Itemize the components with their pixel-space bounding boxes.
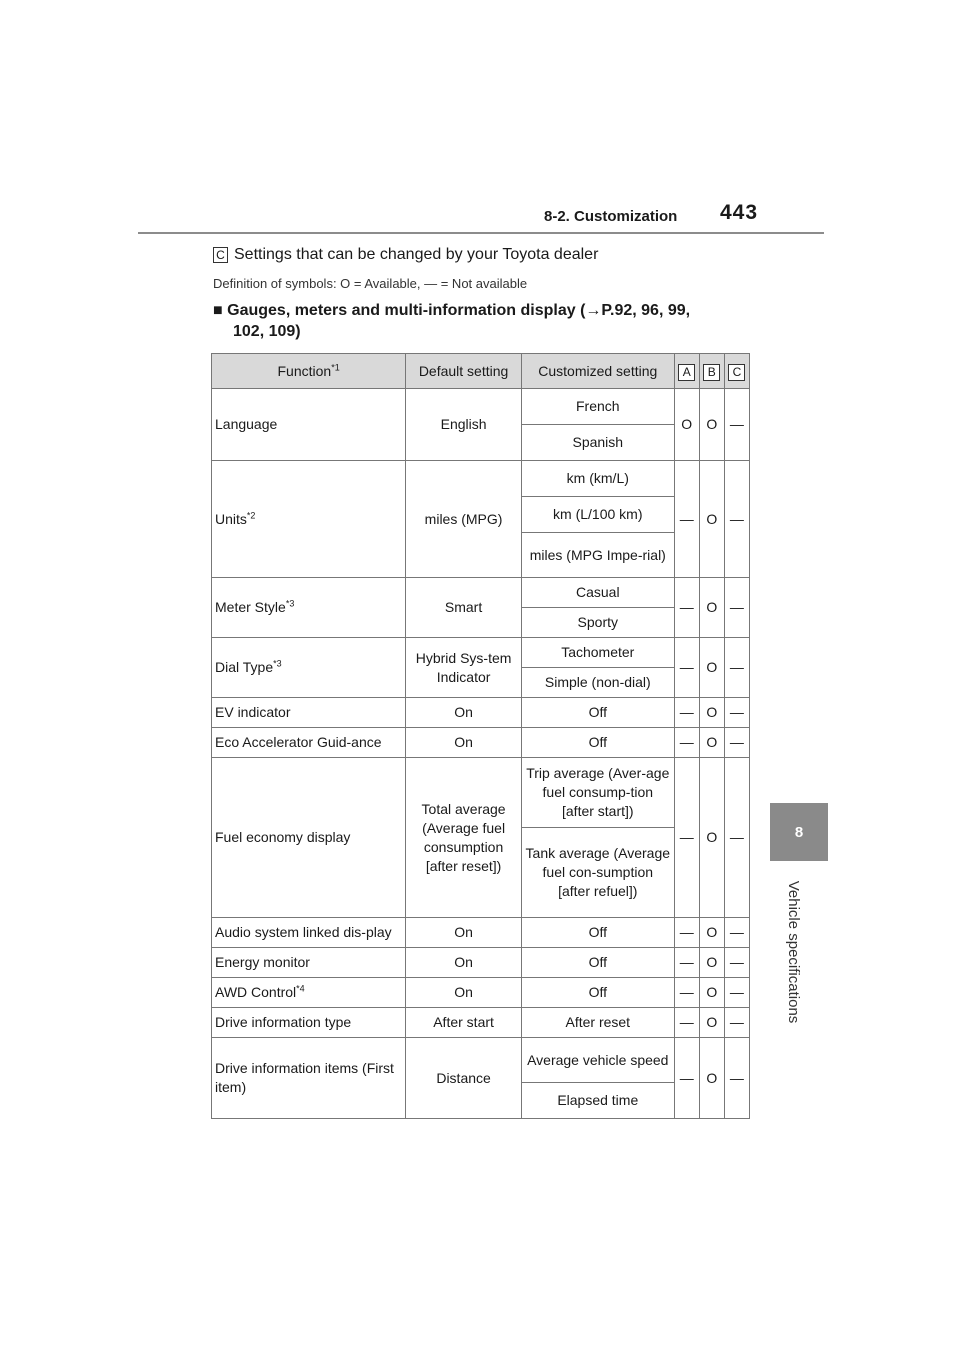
cell-availability-a: —: [674, 918, 699, 948]
cell-availability-c: —: [724, 389, 749, 461]
cell-customized: Off: [521, 978, 674, 1008]
cell-customized: Average vehicle speed: [521, 1038, 674, 1083]
cell-customized: Sporty: [521, 608, 674, 638]
header-function: Function$^{*1}$: [212, 354, 406, 389]
cell-availability-b: O: [699, 948, 724, 978]
cell-default: On: [406, 728, 522, 758]
table-row: [212, 638, 750, 668]
table-row: [212, 461, 750, 497]
cell-default: miles (MPG): [406, 461, 522, 578]
cell-function: Fuel economy display: [212, 758, 406, 918]
cell-function: Audio system linked dis-play: [212, 918, 406, 948]
cell-availability-b: O: [699, 978, 724, 1008]
cell-availability-c: —: [724, 698, 749, 728]
table-row: [212, 578, 750, 608]
cell-availability-a: —: [674, 698, 699, 728]
cell-default: On: [406, 978, 522, 1008]
header-rule: [138, 232, 824, 234]
cell-customized: Off: [521, 698, 674, 728]
cell-default: On: [406, 918, 522, 948]
cell-availability-c: —: [724, 728, 749, 758]
cell-availability-b: O: [699, 638, 724, 698]
cell-availability-b: O: [699, 389, 724, 461]
cell-availability-b: O: [699, 461, 724, 578]
table-row: [212, 1038, 750, 1083]
header-a: A: [674, 354, 699, 389]
cell-customized: Elapsed time: [521, 1083, 674, 1119]
cell-availability-b: O: [699, 918, 724, 948]
table-row: [212, 1008, 750, 1038]
cell-availability-c: —: [724, 918, 749, 948]
cell-availability-c: —: [724, 1008, 749, 1038]
cell-customized: After reset: [521, 1008, 674, 1038]
cell-default: English: [406, 389, 522, 461]
cell-availability-b: O: [699, 728, 724, 758]
cell-availability-c: —: [724, 1038, 749, 1119]
cell-availability-c: —: [724, 461, 749, 578]
chapter-label: Vehicle specifications: [785, 880, 802, 1024]
page-number: 443: [720, 201, 759, 224]
header-b: B: [699, 354, 724, 389]
cell-availability-a: —: [674, 1008, 699, 1038]
cell-availability-b: O: [699, 698, 724, 728]
cell-customized: Casual: [521, 578, 674, 608]
cell-availability-c: —: [724, 578, 749, 638]
cell-default: On: [406, 948, 522, 978]
cell-customized: km (km/L): [521, 461, 674, 497]
cell-customized: Simple (non-dial): [521, 668, 674, 698]
cell-function: Drive information type: [212, 1008, 406, 1038]
section-title: 8-2. Customization: [544, 208, 678, 225]
cell-availability-b: O: [699, 578, 724, 638]
cell-function: AWD Control$^{*4}$: [212, 978, 406, 1008]
cell-function: Units$^{*2}$: [212, 461, 406, 578]
table-row: [212, 978, 750, 1008]
cell-customized: Tachometer: [521, 638, 674, 668]
table-row: [212, 918, 750, 948]
cell-availability-a: —: [674, 948, 699, 978]
cell-availability-a: —: [674, 1038, 699, 1119]
cell-function: Energy monitor: [212, 948, 406, 978]
cell-function: Eco Accelerator Guid-ance: [212, 728, 406, 758]
cell-availability-b: O: [699, 1008, 724, 1038]
cell-availability-a: —: [674, 728, 699, 758]
cell-availability-a: —: [674, 578, 699, 638]
cell-customized: miles (MPG Impe-rial): [521, 533, 674, 578]
boxed-letter-c: C: [213, 247, 228, 263]
cell-customized: km (L/100 km): [521, 497, 674, 533]
symbol-definition: Definition of symbols: O = Available, — = Not available: [213, 276, 528, 291]
cell-availability-a: —: [674, 978, 699, 1008]
header-default: Default setting: [406, 354, 522, 389]
cell-availability-c: —: [724, 638, 749, 698]
cell-default: Hybrid Sys-tem Indicator: [406, 638, 522, 698]
cell-availability-c: —: [724, 758, 749, 918]
arrow-icon: →: [585, 302, 602, 319]
cell-availability-a: —: [674, 758, 699, 918]
section-heading: [213, 300, 773, 342]
table-row: [212, 948, 750, 978]
cell-availability-b: O: [699, 758, 724, 918]
cell-default: After start: [406, 1008, 522, 1038]
table-row: [212, 728, 750, 758]
cell-function: Drive information items (First item): [212, 1038, 406, 1119]
chapter-tab: 8: [770, 803, 828, 861]
customization-table: [211, 353, 750, 1119]
cell-customized: Off: [521, 918, 674, 948]
table-header-row: [212, 354, 750, 389]
cell-default: Distance: [406, 1038, 522, 1119]
table-row: [212, 698, 750, 728]
cell-customized: Tank average (Average fuel con-sumption [after refuel]): [521, 828, 674, 918]
cell-function: Dial Type$^{*3}$: [212, 638, 406, 698]
page-header: [138, 198, 824, 238]
cell-availability-a: —: [674, 461, 699, 578]
settings-text: Settings that can be changed by your Toyota dealer: [234, 246, 599, 263]
cell-customized: French: [521, 389, 674, 425]
settings-line: [213, 246, 598, 264]
heading-line1: Gauges, meters and multi-information display (: [227, 302, 586, 319]
cell-default: Total average (Average fuel consumption [after reset]): [406, 758, 522, 918]
cell-availability-a: O: [674, 389, 699, 461]
cell-function: Meter Style$^{*3}$: [212, 578, 406, 638]
heading-pages: P.92, 96, 99,: [601, 302, 691, 319]
cell-availability-a: —: [674, 638, 699, 698]
header-c: C: [724, 354, 749, 389]
cell-default: Smart: [406, 578, 522, 638]
cell-function: EV indicator: [212, 698, 406, 728]
heading-line2: 102, 109): [233, 323, 301, 340]
cell-availability-b: O: [699, 1038, 724, 1119]
cell-customized: Off: [521, 948, 674, 978]
cell-availability-c: —: [724, 948, 749, 978]
table-row: [212, 758, 750, 828]
cell-function: Language: [212, 389, 406, 461]
cell-customized: Off: [521, 728, 674, 758]
table-row: [212, 389, 750, 425]
cell-availability-c: —: [724, 978, 749, 1008]
cell-customized: Trip average (Aver-age fuel consump-tion [after start]): [521, 758, 674, 828]
square-bullet-icon: ■: [213, 302, 223, 319]
cell-default: On: [406, 698, 522, 728]
cell-customized: Spanish: [521, 425, 674, 461]
header-customized: Customized setting: [521, 354, 674, 389]
